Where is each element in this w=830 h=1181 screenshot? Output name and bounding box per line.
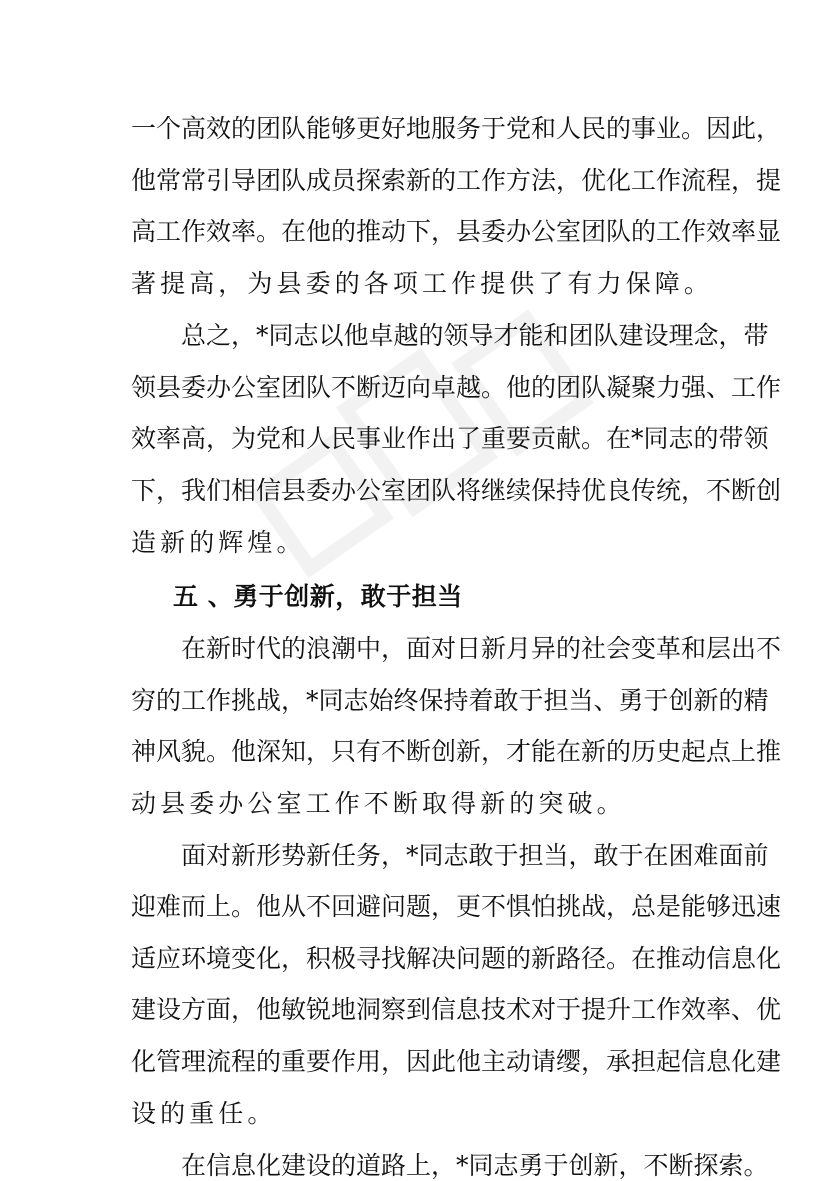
body-line-2: 他常常引导团队成员探索新的工作方法，优化工作流程，提 xyxy=(131,166,782,195)
body-line-15: 迎难而上。他从不回避问题，更不惧怕挑战，总是能够迅速 xyxy=(131,892,782,921)
body-line-7: 效率高，为党和人民事业作出了重要贡献。在*同志的带领 xyxy=(131,424,769,453)
body-line-11: 穷的工作挑战，*同志始终保持着敢于担当、勇于创新的精 xyxy=(131,686,769,715)
body-line-5: 总之，*同志以他卓越的领导才能和团队建设理念，带 xyxy=(181,321,769,350)
body-line-13: 动县委办公室工作不断取得新的突破。 xyxy=(131,789,626,818)
body-line-20: 在信息化建设的道路上，*同志勇于创新，不断探索。 xyxy=(181,1151,769,1180)
body-line-16: 适应环境变化，积极寻找解决问题的新路径。在推动信息化 xyxy=(131,944,782,973)
body-line-6: 领县委办公室团队不断迈向卓越。他的团队凝聚力强、工作 xyxy=(131,373,782,402)
body-line-12: 神风貌。他深知，只有不断创新，才能在新的历史起点上推 xyxy=(131,737,782,766)
body-line-19: 设的重任。 xyxy=(131,1099,277,1128)
body-line-18: 化管理流程的重要作用，因此他主动请缨，承担起信息化建 xyxy=(131,1047,782,1076)
body-line-8: 下，我们相信县委办公室团队将继续保持优良传统，不断创 xyxy=(131,476,782,505)
body-line-14: 面对新形势新任务，*同志敢于担当，敢于在困难面前 xyxy=(181,841,769,870)
body-line-1: 一个高效的团队能够更好地服务于党和人民的事业。因此， xyxy=(131,114,782,143)
body-line-17: 建设方面，他敏锐地洞察到信息技术对于提升工作效率、优 xyxy=(131,995,782,1024)
body-line-4: 著提高，为县委的各项工作提供了有力保障。 xyxy=(131,269,714,298)
body-line-9: 造新的辉煌。 xyxy=(131,528,306,557)
body-line-3: 高工作效率。在他的推动下，县委办公室团队的工作效率显 xyxy=(131,217,782,246)
section-heading: 五 、勇于创新，敢于担当 xyxy=(173,582,463,611)
body-line-10: 在新时代的浪潮中，面对日新月异的社会变革和层出不 xyxy=(181,634,782,663)
